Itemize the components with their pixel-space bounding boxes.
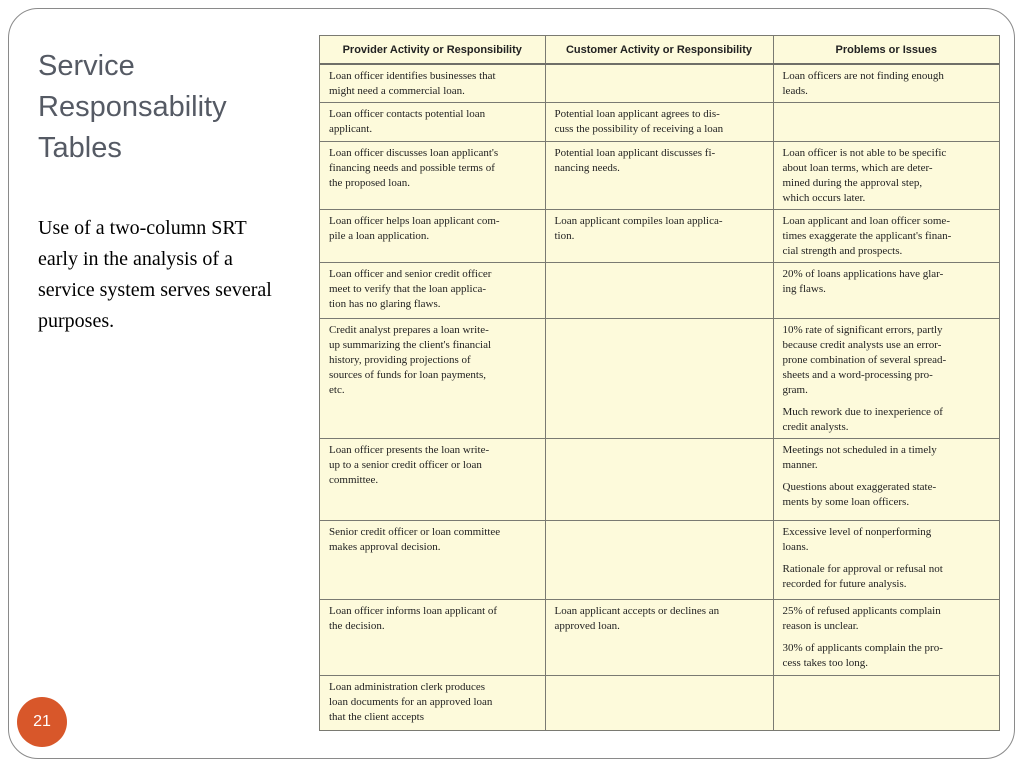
table-row [320,141,999,209]
problem-paragraph [783,405,992,435]
table-row [320,64,999,103]
cell-text-line: up summarizing the client's financial [329,338,492,351]
cell-text-line: approved loan. [554,619,620,632]
provider-cell [320,599,545,676]
column-header-provider: Provider Activity or Responsibility [320,36,545,64]
customer-cell [545,103,773,141]
table-row [320,439,999,521]
problems-cell [773,263,999,318]
problem-paragraph [783,443,992,473]
customer-cell [545,263,773,318]
cell-text-line: 30% of applicants complain the pro- [782,641,943,654]
table-row [320,676,999,730]
cell-text-line: ing flaws. [782,283,826,296]
cell-text-line: Meetings not scheduled in a timely [782,444,937,457]
cell-text-line: Loan administration clerk produces [329,681,486,694]
customer-cell [545,318,773,439]
slide-body-text: Use of a two-column SRT early in the analysis of a service system serves several purposes. [38,217,272,332]
cell-text-line: pile a loan application. [329,229,430,242]
cell-text-line: ments by some loan officers. [782,496,910,509]
slide-title-line: Tables [38,132,122,164]
customer-cell [545,439,773,521]
table-row [320,318,999,439]
cell-text-line: Loan officer contacts potential loan [329,108,486,121]
cell-text-line: Loan applicant and loan officer some- [782,214,950,227]
cell-text-line: tion. [554,229,575,242]
cell-text-line: etc. [329,383,345,396]
problem-paragraph [783,214,992,259]
problems-cell [773,318,999,439]
cell-text-line: sheets and a word-processing pro- [782,368,933,381]
cell-text-line: Loan officer presents the loan write- [329,444,490,457]
cell-text-line: times exaggerate the applicant's finan- [782,229,952,242]
problem-paragraph [783,604,992,634]
srt-table [320,36,999,730]
table-body [320,64,999,730]
cell-text-line: Potential loan applicant agrees to dis- [554,108,720,121]
problems-cell [773,599,999,676]
slide-title-line: Service [38,50,135,82]
problem-paragraph [783,641,992,671]
column-header-problems: Problems or Issues [773,36,999,64]
cell-text-line: leads. [782,85,808,97]
cell-text-line: meet to verify that the loan applica- [329,283,486,296]
problem-paragraph [783,323,992,398]
cell-text-line: cuss the possibility of receiving a loan [554,123,724,136]
problems-cell [773,103,999,141]
cell-text-line: Loan officer discusses loan applicant's [329,146,499,159]
customer-cell [545,521,773,600]
cell-text-line: loans. [782,541,809,554]
cell-text-line: makes approval decision. [329,541,441,554]
cell-text-line: loan documents for an approved loan [329,696,493,709]
problem-paragraph [783,480,992,510]
provider-cell [320,263,545,318]
cell-text-line: reason is unclear. [782,619,859,632]
problem-paragraph [783,146,992,206]
table-header-row [320,36,999,64]
provider-cell [320,209,545,262]
cell-text-line: 10% rate of significant errors, partly [782,323,943,336]
cell-text-line: that the client accepts [329,711,424,724]
cell-text-line: the decision. [329,619,385,632]
customer-cell [545,599,773,676]
cell-text-line: tion has no glaring flaws. [329,298,441,311]
cell-text-line: cess takes too long. [782,656,869,669]
provider-cell [320,103,545,141]
table-row [320,521,999,600]
cell-text-line: credit analysts. [782,420,849,433]
provider-cell [320,439,545,521]
cell-text-line: financing needs and possible terms of [329,161,495,174]
cell-text-line: applicant. [329,123,373,136]
cell-text-line: Loan officer identifies businesses that [329,70,496,82]
cell-text-line: recorded for future analysis. [782,578,907,591]
problem-paragraph [783,267,992,297]
cell-text-line: 25% of refused applicants complain [782,604,941,617]
provider-cell [320,676,545,730]
customer-cell [545,676,773,730]
table-row [320,599,999,676]
cell-text-line: Loan applicant compiles loan applica- [554,214,723,227]
provider-cell [320,64,545,103]
cell-text-line: Rationale for approval or refusal not [782,563,943,576]
cell-text-line: Loan officer and senior credit officer [329,268,492,281]
problems-cell [773,64,999,103]
customer-cell [545,64,773,103]
cell-text-line: Excessive level of nonperforming [782,526,932,539]
cell-text-line: mined during the approval step, [782,176,923,189]
problem-paragraph [783,69,992,99]
cell-text-line: sources of funds for loan payments, [329,368,487,381]
cell-text-line: gram. [782,383,808,396]
cell-text-line: which occurs later. [782,191,866,204]
table-row [320,209,999,262]
cell-text-line: Senior credit officer or loan committee [329,526,501,539]
cell-text-line: manner. [782,459,818,472]
cell-text-line: Loan officers are not finding enough [782,70,944,82]
table-row [320,103,999,141]
cell-text-line: Loan officer informs loan applicant of [329,604,498,617]
cell-text-line: Questions about exaggerated state- [782,481,937,494]
problem-paragraph [783,525,992,555]
cell-text-line: because credit analysts use an error- [782,338,942,351]
cell-text-line: up to a senior credit officer or loan [329,459,482,472]
cell-text-line: might need a commercial loan. [329,85,465,97]
cell-text-line: prone combination of several spread- [782,353,947,366]
cell-text-line: cial strength and prospects. [782,244,903,257]
cell-text-line: history, providing projections of [329,353,471,366]
problems-cell [773,439,999,521]
cell-text-line: Much rework due to inexperience of [782,405,943,418]
slide-title [38,46,298,169]
table-row [320,263,999,318]
provider-cell [320,318,545,439]
cell-text-line: Credit analyst prepares a loan write- [329,323,489,336]
cell-text-line: nancing needs. [554,161,620,174]
provider-cell [320,521,545,600]
cell-text-line: Loan officer helps loan applicant com- [329,214,500,227]
provider-cell [320,141,545,209]
slide-title-line: Responsability [38,91,227,123]
cell-text-line: 20% of loans applications have glar- [782,268,944,281]
cell-text-line: the proposed loan. [329,176,410,189]
customer-cell [545,209,773,262]
problems-cell [773,521,999,600]
cell-text-line: committee. [329,474,379,487]
problems-cell [773,209,999,262]
cell-text-line: Potential loan applicant discusses fi- [554,146,716,159]
problems-cell [773,141,999,209]
cell-text-line: Loan officer is not able to be specific [782,146,947,159]
cell-text-line: Loan applicant accepts or declines an [554,604,720,617]
cell-text-line: about loan terms, which are deter- [782,161,933,174]
problems-cell [773,676,999,730]
column-header-customer: Customer Activity or Responsibility [545,36,773,64]
slide-number-badge: 21 [17,697,67,747]
problem-paragraph [783,562,992,592]
customer-cell [545,141,773,209]
service-responsibility-table [319,35,1000,731]
